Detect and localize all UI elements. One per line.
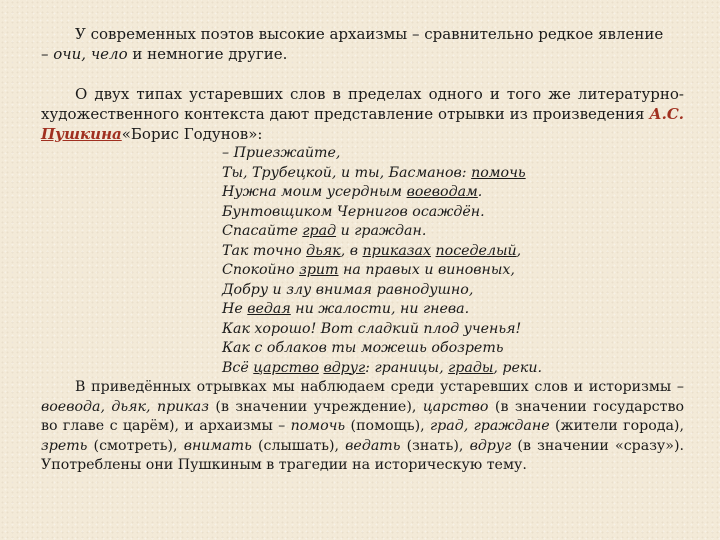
poem-excerpt [222,144,684,378]
poem-underlined-word: вдруг [323,359,366,376]
poem-line [222,281,684,301]
poem-text: Нужна моим усердным [222,184,407,200]
analysis-italic-term: вдруг [469,437,512,454]
poem-underlined-word: царство [253,359,319,376]
analysis-italic-term: град, граждане [430,418,550,435]
poem-line [222,359,684,379]
poem-line [222,339,684,359]
analysis-text: (жители города), [549,418,684,435]
poem-text: , в [340,242,363,259]
poem-underlined-word: град [302,223,337,239]
poem-underlined-word: грады [448,359,494,376]
poem-underlined-word: поседелый [435,242,517,259]
poem-underlined-word: зрит [299,262,339,278]
poem-text: Спасайте [222,223,303,239]
poem-text: Не [222,301,248,317]
analysis-text: (в значении «сразу»). Употреблены они Пушкиным в трагедии на историческую тему. [41,437,685,474]
paragraph1-italic-words: очи, чело [53,45,128,63]
analysis-text: (смотреть), [87,437,184,454]
poem-line [222,144,684,164]
poem-text: Добру и злу внимая равнодушно, [222,281,474,298]
paragraph-archaisms-intro [41,24,684,64]
paragraph-two-types [41,84,684,144]
paragraph2-intro: О двух типах устаревших слов в пределах одного и того же литературно-художественного контекста дают представление отрывки из произведения [41,85,684,123]
poem-text: и граждан. [336,223,427,239]
poem-underlined-word: воеводам [406,184,478,200]
paragraph1-tail: и немногие другие. [127,45,288,63]
poem-text: Как с облаков ты можешь обозреть [222,340,504,356]
analysis-italic-term: помочь [290,418,346,435]
poem-text: на правых и виновных, [338,262,515,278]
poem-line [222,261,684,281]
author-initials: А.С. [649,105,684,123]
poem-text: Так точно [222,242,307,259]
analysis-text: (в значении государство во главе с царём), и архаизмы – [41,398,684,435]
poem-underlined-word: приказах [362,242,432,259]
poem-underlined-word: ведая [247,301,291,317]
analysis-text: (в значении учреждение), [208,398,423,415]
paragraph-analysis [41,378,684,476]
analysis-text: В приведённых отрывках мы наблюдаем среди устаревших слов и историзмы – [75,379,684,395]
poem-text: , [516,242,522,259]
poem-text: Спокойно [222,262,300,278]
poem-text: . [477,184,483,200]
poem-text: Ты, Трубецкой, и ты, Басманов: [222,164,472,181]
analysis-italic-term: царство [422,398,489,415]
paragraph1-text: У современных поэтов высокие архаизмы – сравнительно редкое явление [75,25,664,43]
analysis-italic-term: воевода, дьяк, приказ [41,398,209,415]
analysis-italic-term: внимать [183,437,252,454]
work-title: «Борис Годунов»: [121,125,263,143]
poem-line [222,164,684,184]
analysis-text: (помощь), [345,418,430,435]
poem-text: – Приезжайте, [222,145,341,161]
poem-line [222,242,684,262]
poem-text: : границы, [365,359,449,376]
analysis-text: (знать), [400,437,470,454]
poem-text: Как хорошо! Вот сладкий плод ученья! [222,320,522,337]
poem-text: ни жалости, ни гнева. [290,301,470,317]
poem-text: Бунтовщиком Чернигов осаждён. [222,203,485,220]
paragraph1-dash: – [41,45,54,63]
poem-line [222,183,684,203]
poem-line [222,320,684,340]
author-surname: Пушкина [41,125,122,143]
poem-line [222,300,684,320]
analysis-italic-term: зреть [41,437,88,454]
poem-underlined-word: помочь [471,164,526,181]
analysis-text: (слышать), [251,437,346,454]
analysis-italic-term: ведать [345,437,401,454]
poem-text: , реки. [493,359,543,376]
poem-text: Всё [222,359,254,376]
poem-line [222,203,684,223]
poem-line [222,222,684,242]
poem-underlined-word: дьяк [306,242,341,259]
